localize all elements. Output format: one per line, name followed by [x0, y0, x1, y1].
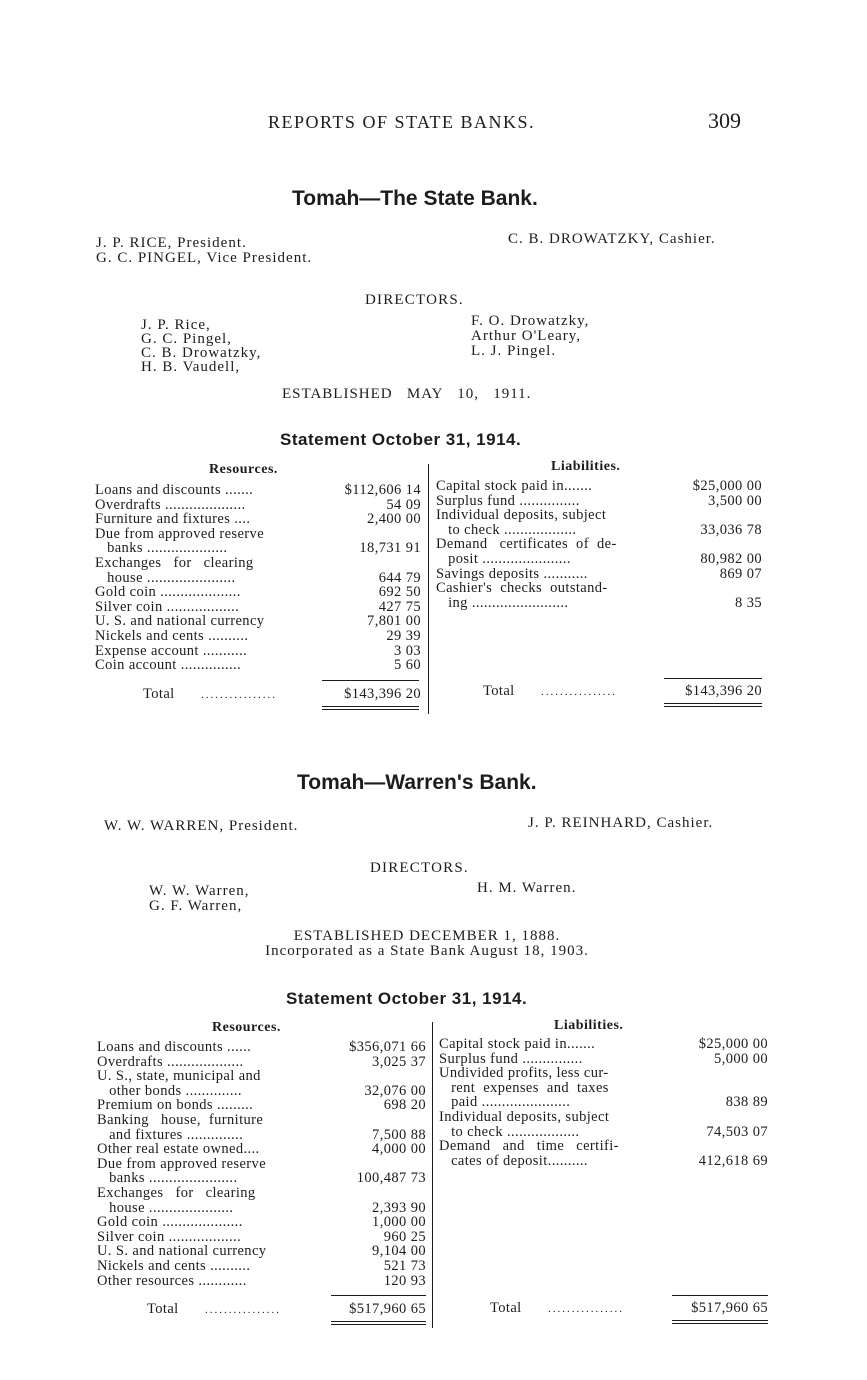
line-item-label: Exchanges for clearing — [97, 1185, 256, 1201]
line-item-label: Capital stock paid in....... — [436, 478, 593, 494]
line-item-label: Surplus fund ............... — [436, 492, 580, 509]
line-item-amount: 692 50 — [378, 584, 421, 601]
line-item-label: Nickels and cents .......... — [95, 628, 249, 644]
line-item-amount: 5,000 00 — [714, 1050, 768, 1067]
line-item-amount: 8 35 — [735, 594, 762, 611]
double-rule — [322, 706, 419, 707]
bank2-liabilities-total-row — [490, 1301, 768, 1316]
line-item-label: Demand certificates of de- — [436, 536, 617, 553]
resource-row — [95, 585, 421, 600]
line-item-amount: $112,606 14 — [344, 482, 421, 498]
resource-row — [97, 1113, 426, 1128]
line-item-label: Gold coin .................... — [95, 584, 241, 601]
bank2-incorporated: Incorporated as a State Bank August 18, 1903. — [265, 943, 589, 959]
bank2-established: ESTABLISHED DECEMBER 1, 1888. — [293, 928, 561, 944]
bank2-director: W. W. Warren, — [149, 883, 250, 899]
line-item-label: rent expenses and taxes — [439, 1079, 609, 1096]
bank2-liabilities-total-rule — [672, 1295, 768, 1296]
double-rule — [672, 1323, 768, 1324]
resource-row — [97, 1274, 426, 1289]
line-item-amount: 3 03 — [394, 642, 421, 659]
double-rule — [672, 1320, 768, 1321]
line-item-amount: 33,036 78 — [700, 521, 762, 538]
bank1-column-divider — [428, 464, 429, 714]
bank2-director: G. F. Warren, — [149, 898, 243, 914]
line-item-label: house ..................... — [97, 1199, 234, 1216]
line-item-label: paid ...................... — [439, 1094, 571, 1111]
line-item-amount: 7,801 00 — [367, 613, 421, 630]
line-item-label: Individual deposits, subject — [439, 1109, 610, 1125]
bank2-title: Tomah—Warren's Bank. — [297, 771, 537, 794]
line-item-amount: $25,000 00 — [692, 478, 762, 494]
page-number: 309 — [708, 108, 741, 133]
line-item-amount: 7,500 88 — [372, 1126, 426, 1143]
total-label: Total — [483, 683, 515, 699]
line-item-label: Nickels and cents .......... — [97, 1258, 251, 1274]
line-item-label: Undivided profits, less cur- — [439, 1065, 609, 1082]
total-amount: $517,960 65 — [691, 1300, 768, 1316]
bank1-title: Tomah—The State Bank. — [292, 187, 538, 210]
bank2-resources-total-row — [147, 1302, 426, 1317]
liability-row — [439, 1066, 768, 1081]
line-item-amount: 100,487 73 — [356, 1170, 426, 1187]
line-item-label: Other real estate owned.... — [97, 1141, 260, 1158]
line-item-amount: 9,104 00 — [372, 1243, 426, 1260]
line-item-amount: 120 93 — [383, 1272, 426, 1289]
line-item-label: posit ...................... — [436, 551, 571, 567]
line-item-amount: 74,503 07 — [706, 1123, 768, 1140]
bank1-directors-heading: DIRECTORS. — [365, 292, 464, 308]
liability-row — [436, 552, 762, 567]
line-item-amount: 1,000 00 — [372, 1214, 426, 1231]
line-item-label: ing ........................ — [436, 594, 569, 611]
leader-dots: ................ — [205, 1304, 281, 1316]
resource-row — [97, 1142, 426, 1157]
bank1-established: ESTABLISHED MAY 10, 1911. — [282, 386, 532, 402]
double-rule — [664, 703, 762, 704]
line-item-amount: 5 60 — [394, 657, 421, 674]
line-item-label: Expense account ........... — [95, 642, 248, 659]
line-item-amount: 960 25 — [383, 1228, 426, 1245]
line-item-label: Furniture and fixtures .... — [95, 511, 251, 528]
line-item-label: Surplus fund ............... — [439, 1050, 583, 1067]
bank1-director: C. B. Drowatzky, — [141, 345, 262, 361]
bank2-statement-heading: Statement October 31, 1914. — [286, 989, 528, 1008]
bank2-officer-president: W. W. WARREN, President. — [104, 818, 299, 834]
line-item-label: house ...................... — [95, 569, 236, 586]
line-item-label: U. S. and national currency — [97, 1243, 267, 1260]
line-item-label: Overdrafts .................... — [95, 496, 246, 513]
line-item-label: Banking house, furniture — [97, 1112, 264, 1128]
resource-row — [95, 512, 421, 527]
bank1-resources-heading: Resources. — [209, 462, 278, 477]
line-item-label: U. S. and national currency — [95, 613, 265, 630]
bank2-column-divider — [432, 1022, 433, 1328]
line-item-amount: 838 89 — [725, 1094, 768, 1111]
line-item-amount: $25,000 00 — [698, 1036, 768, 1052]
line-item-amount: 54 09 — [386, 496, 421, 513]
resource-row — [95, 483, 421, 498]
running-title: REPORTS OF STATE BANKS. — [268, 112, 536, 132]
total-label: Total — [147, 1301, 179, 1317]
total-amount: $517,960 65 — [349, 1301, 426, 1317]
bank1-director: G. C. Pingel, — [141, 331, 232, 347]
bank2-resources-total-rule — [331, 1295, 426, 1296]
double-rule — [331, 1321, 426, 1322]
resource-row — [97, 1186, 426, 1201]
total-label: Total — [490, 1300, 522, 1316]
bank1-director: J. P. Rice, — [141, 317, 211, 333]
line-item-amount: 18,731 91 — [359, 540, 421, 557]
leader-dots: ................ — [548, 1303, 624, 1315]
line-item-label: banks ...................... — [97, 1170, 238, 1187]
line-item-label: Loans and discounts ....... — [95, 482, 254, 498]
line-item-amount: $356,071 66 — [349, 1039, 426, 1055]
line-item-amount: 412,618 69 — [698, 1152, 768, 1169]
bank1-director: F. O. Drowatzky, — [471, 313, 590, 329]
bank1-liabilities-total-row — [483, 684, 762, 699]
line-item-label: Savings deposits ........... — [436, 565, 588, 582]
resource-row — [97, 1215, 426, 1230]
line-item-label: Due from approved reserve — [97, 1155, 267, 1172]
resource-row — [95, 556, 421, 571]
line-item-label: cates of deposit.......... — [439, 1152, 588, 1169]
line-item-amount: 2,393 90 — [372, 1199, 426, 1216]
line-item-amount: 4,000 00 — [372, 1141, 426, 1158]
line-item-label: to check .................. — [436, 521, 577, 538]
total-label: Total — [143, 686, 175, 702]
bank1-director: Arthur O'Leary, — [471, 328, 582, 344]
page-header — [0, 108, 867, 138]
line-item-amount: 3,500 00 — [708, 492, 762, 509]
liability-row — [439, 1037, 768, 1052]
line-item-label: to check .................. — [439, 1123, 580, 1140]
leader-dots: ................ — [541, 686, 617, 698]
line-item-label: Silver coin .................. — [95, 598, 240, 615]
line-item-label: Overdrafts ................... — [97, 1053, 244, 1070]
bank2-directors-heading: DIRECTORS. — [370, 860, 469, 876]
bank1-liabilities-total-rule — [664, 678, 762, 679]
resource-row — [97, 1259, 426, 1274]
line-item-amount: 80,982 00 — [700, 551, 762, 567]
line-item-label: banks .................... — [95, 540, 228, 557]
bank1-director: H. B. Vaudell, — [141, 359, 241, 375]
line-item-label: Capital stock paid in....... — [439, 1036, 596, 1052]
line-item-amount: 521 73 — [383, 1258, 426, 1274]
liability-row — [436, 596, 762, 611]
line-item-label: and fixtures .............. — [97, 1126, 244, 1143]
liability-row — [439, 1154, 768, 1169]
line-item-amount: 427 75 — [378, 598, 421, 615]
line-item-label: U. S., state, municipal and — [97, 1068, 261, 1085]
double-rule — [331, 1324, 426, 1325]
bank2-director: H. M. Warren. — [477, 880, 577, 896]
bank1-officer-cashier: C. B. DROWATZKY, Cashier. — [508, 231, 716, 247]
line-item-amount: 32,076 00 — [364, 1082, 426, 1099]
line-item-label: Exchanges for clearing — [95, 555, 254, 571]
line-item-label: Loans and discounts ...... — [97, 1039, 252, 1055]
resource-row — [95, 629, 421, 644]
double-rule — [664, 706, 762, 707]
bank2-liabilities-heading: Liabilities. — [554, 1018, 624, 1033]
resource-row — [97, 1069, 426, 1084]
bank1-resources-total-rule — [322, 680, 419, 681]
liability-row — [439, 1110, 768, 1125]
line-item-label: Other resources ............ — [97, 1272, 247, 1289]
line-item-amount: 2,400 00 — [367, 511, 421, 528]
bank1-resources-total-row — [143, 687, 421, 702]
line-item-label: Cashier's checks outstand- — [436, 580, 608, 597]
bank1-officer-president: J. P. RICE, President. — [96, 235, 247, 251]
bank1-officer-vice-president: G. C. PINGEL, Vice President. — [96, 250, 313, 266]
line-item-label: Premium on bonds ......... — [97, 1097, 254, 1114]
total-amount: $143,396 20 — [685, 683, 762, 699]
bank1-statement-heading: Statement October 31, 1914. — [280, 430, 522, 449]
line-item-label: Gold coin .................... — [97, 1214, 243, 1231]
liability-row — [436, 479, 762, 494]
resource-row — [97, 1040, 426, 1055]
leader-dots: ................ — [201, 689, 277, 701]
line-item-amount: 3,025 37 — [372, 1053, 426, 1070]
total-amount: $143,396 20 — [344, 686, 421, 702]
line-item-amount: 698 20 — [383, 1097, 426, 1114]
liability-row — [436, 508, 762, 523]
line-item-amount: 644 79 — [378, 569, 421, 586]
bank2-resources-heading: Resources. — [212, 1020, 281, 1035]
bank1-liabilities-heading: Liabilities. — [551, 459, 621, 474]
line-item-label: Silver coin .................. — [97, 1228, 242, 1245]
line-item-label: Coin account ............... — [95, 657, 242, 674]
bank1-director: L. J. Pingel. — [471, 343, 557, 359]
line-item-label: other bonds .............. — [97, 1082, 242, 1099]
liability-row — [439, 1139, 768, 1154]
liability-row — [436, 581, 762, 596]
line-item-label: Individual deposits, subject — [436, 507, 607, 524]
resource-row — [95, 658, 421, 673]
line-item-label: Due from approved reserve — [95, 525, 265, 542]
bank2-officer-cashier: J. P. REINHARD, Cashier. — [528, 815, 714, 831]
line-item-amount: 869 07 — [719, 565, 762, 582]
line-item-label: Demand and time certifi- — [439, 1138, 619, 1155]
line-item-amount: 29 39 — [386, 628, 421, 644]
double-rule — [322, 709, 419, 710]
